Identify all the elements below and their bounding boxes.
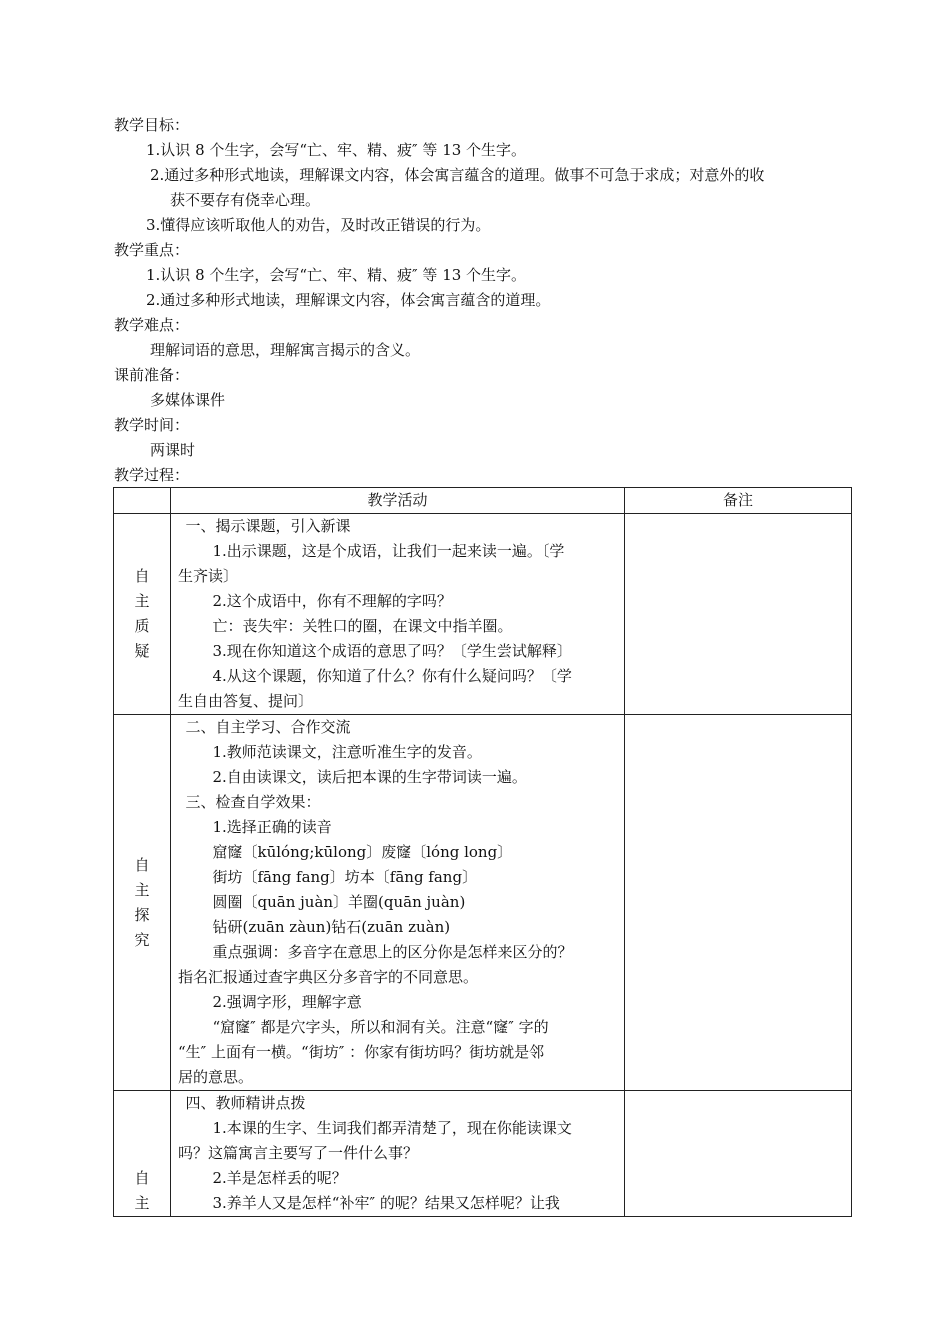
table-row bbox=[114, 1091, 852, 1217]
activity-line: 2.强调字形，理解字意 bbox=[212, 993, 362, 1011]
stage-char: 自 bbox=[134, 1169, 150, 1187]
activity-line: 居的意思。 bbox=[178, 1068, 254, 1086]
activity-line: 2.自由读课文，读后把本课的生字带词读一遍。 bbox=[212, 768, 527, 786]
goal-item-2a: 2.通过多种形式地读，理解课文内容，体会寓言蕴含的道理。做事不可急于求成；对意外的收 bbox=[150, 166, 765, 184]
stage-char: 疑 bbox=[134, 642, 150, 660]
activity-line: 四、教师精讲点拨 bbox=[185, 1094, 306, 1112]
key-item-1: 1.认识 8 个生字，会写“亡、牢、精、疲″ 等 13 个生字。 bbox=[146, 266, 527, 284]
header-activity: 教学活动 bbox=[171, 488, 625, 514]
note-cell bbox=[625, 514, 852, 715]
stage-char: 究 bbox=[134, 930, 150, 949]
activity-line: 指名汇报通过查字典区分多音字的不同意思。 bbox=[178, 968, 479, 986]
activity-line: 一、揭示课题，引入新课 bbox=[185, 517, 351, 535]
stage-char: 主 bbox=[134, 880, 150, 899]
key-title: 教学重点： bbox=[114, 241, 190, 259]
activity-line: 3.现在你知道这个成语的意思了吗？〔学生尝试解释〕 bbox=[212, 642, 572, 660]
activity-line: 窟窿〔kūlóng;kūlong〕废窿〔lóng long〕 bbox=[212, 843, 513, 861]
stage-char: 质 bbox=[134, 617, 150, 635]
activity-line: 4.从这个课题，你知道了什么？你有什么疑问吗？〔学 bbox=[212, 667, 572, 685]
stage-cell bbox=[114, 715, 171, 1091]
activity-line: 三、检查自学效果： bbox=[185, 793, 321, 811]
stage-char: 主 bbox=[134, 592, 150, 610]
difficulty-title: 教学难点： bbox=[114, 316, 190, 334]
table-row bbox=[114, 715, 852, 1091]
activity-cell bbox=[171, 715, 625, 1091]
activity-line: 重点强调：多音字在意思上的区分你是怎样来区分的？ bbox=[212, 943, 573, 961]
note-cell bbox=[625, 715, 852, 1091]
process-title: 教学过程： bbox=[114, 466, 190, 484]
process-table bbox=[113, 487, 852, 1217]
activity-cell bbox=[171, 1091, 625, 1217]
activity-line: 吗？这篇寓言主要写了一件什么事？ bbox=[178, 1144, 419, 1162]
prep-item-1: 多媒体课件 bbox=[150, 391, 226, 409]
time-title: 教学时间： bbox=[114, 416, 190, 434]
activity-cell bbox=[171, 514, 625, 715]
activity-line: 钻研(zuān zàun)钻石(zuān zuàn) bbox=[212, 918, 451, 936]
header-note: 备注 bbox=[625, 488, 852, 514]
activity-line: 街坊〔fāng fang〕坊本〔fāng fang〕 bbox=[212, 868, 478, 886]
activity-line: 1.本课的生字、生词我们都弄清楚了，现在你能读课文 bbox=[212, 1119, 572, 1137]
stage-char: 主 bbox=[134, 1194, 150, 1212]
table-row bbox=[114, 514, 852, 715]
time-item-1: 两课时 bbox=[150, 441, 196, 459]
stage-cell bbox=[114, 514, 171, 715]
activity-line: 生齐读〕 bbox=[178, 567, 239, 585]
activity-line: “窟窿″ 都是穴字头，所以和洞有关。注意“窿″ 字的 bbox=[212, 1018, 549, 1036]
activity-line: 1.出示课题，这是个成语，让我们一起来读一遍。〔学 bbox=[212, 542, 565, 560]
stage-char: 自 bbox=[134, 855, 150, 874]
activity-line: 生自由答复、提问〕 bbox=[178, 692, 314, 710]
activity-line: 二、自主学习、合作交流 bbox=[185, 718, 351, 736]
table-header-row bbox=[114, 488, 852, 514]
stage-cell bbox=[114, 1091, 171, 1217]
note-cell bbox=[625, 1091, 852, 1217]
goal-item-3: 3.懂得应该听取他人的劝告，及时改正错误的行为。 bbox=[146, 216, 491, 234]
goal-item-1: 1.认识 8 个生字，会写“亡、牢、精、疲″ 等 13 个生字。 bbox=[146, 141, 527, 159]
header-blank-cell bbox=[114, 488, 171, 514]
activity-line: 圆圈〔quān juàn〕羊圈(quān juàn) bbox=[212, 893, 466, 911]
goal-title: 教学目标： bbox=[114, 116, 190, 134]
activity-line: 1.选择正确的读音 bbox=[212, 818, 332, 836]
goal-item-2b: 获不要存有侥幸心理。 bbox=[170, 191, 321, 209]
key-item-2: 2.通过多种形式地读，理解课文内容，体会寓言蕴含的道理。 bbox=[146, 291, 551, 309]
stage-char: 探 bbox=[134, 905, 150, 924]
activity-line: “生″ 上面有一横。“街坊″ ：你家有街坊吗？街坊就是邻 bbox=[178, 1043, 545, 1061]
stage-char: 自 bbox=[134, 567, 150, 585]
activity-line: 2.羊是怎样丢的呢？ bbox=[212, 1169, 347, 1187]
difficulty-item-1: 理解词语的意思，理解寓言揭示的含义。 bbox=[150, 341, 421, 359]
activity-line: 亡：丧失牢：关牲口的圈，在课文中指羊圈。 bbox=[212, 617, 513, 635]
activity-line: 1.教师范读课文，注意听准生字的发音。 bbox=[212, 743, 482, 761]
activity-line: 3.养羊人又是怎样“补牢″ 的呢？结果又怎样呢？让我 bbox=[212, 1194, 560, 1212]
prep-title: 课前准备： bbox=[114, 366, 190, 384]
activity-line: 2.这个成语中，你有不理解的字吗？ bbox=[212, 592, 452, 610]
